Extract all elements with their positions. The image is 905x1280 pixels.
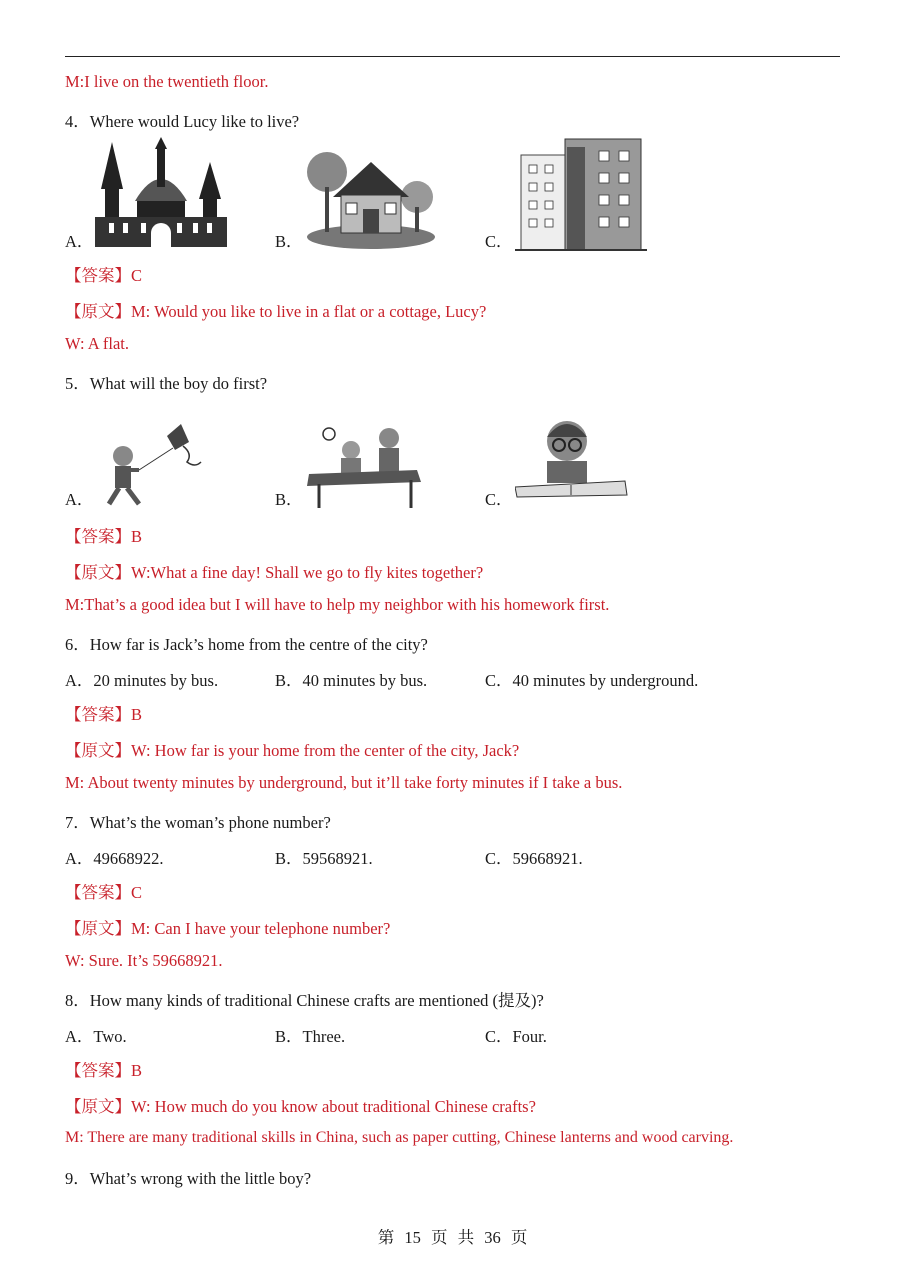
castle-icon — [95, 137, 227, 252]
answer-4: 【答案】C — [65, 266, 143, 285]
footer-text: 共 — [457, 1228, 475, 1247]
cottage-icon — [305, 137, 437, 252]
question-8: 8．How many kinds of traditional Chinese crafts are mentioned (提及)? — [65, 991, 544, 1010]
page-footer — [0, 1224, 905, 1248]
answer-5: 【答案】B — [65, 527, 143, 546]
q8-option-a[interactable]: A．Two. — [65, 1027, 127, 1046]
footer-text: 第 — [377, 1228, 395, 1247]
option-label: A． — [65, 232, 94, 251]
option-label: A． — [65, 490, 94, 509]
flat-building-icon — [515, 137, 647, 252]
current-page: 15 — [404, 1228, 421, 1247]
q8-option-b[interactable]: B．Three. — [275, 1027, 346, 1046]
q4-options — [65, 122, 845, 252]
answer-7: 【答案】C — [65, 883, 143, 902]
option-label: B． — [275, 232, 303, 251]
transcript-line: W: Sure. It’s 59668921. — [65, 951, 223, 970]
question-4: 4．Where would Lucy like to live? — [65, 112, 300, 131]
q6-option-b[interactable]: B．40 minutes by bus. — [275, 671, 428, 690]
question-9: 9．What’s wrong with the little boy? — [65, 1169, 312, 1188]
option-label: C． — [485, 490, 513, 509]
q7-option-c[interactable]: C．59668921. — [485, 849, 583, 868]
transcript-line: 【原文】M: Would you like to live in a flat or a cottage, Lucy? — [65, 302, 487, 321]
q6-option-c[interactable]: C．40 minutes by underground. — [485, 671, 699, 690]
transcript-line: W: A flat. — [65, 334, 130, 353]
footer-text: 页 — [510, 1228, 528, 1247]
transcript-line: 【原文】W: How far is your home from the center of the city, Jack? — [65, 741, 520, 760]
answer-8: 【答案】B — [65, 1061, 143, 1080]
option-label: B． — [275, 490, 303, 509]
q6-option-a[interactable]: A．20 minutes by bus. — [65, 671, 219, 690]
q5-options — [65, 380, 845, 510]
option-label: C． — [485, 232, 513, 251]
transcript-line: M: There are many traditional skills in China, such as paper cutting, Chinese lanterns and wood carving. — [65, 1129, 734, 1146]
total-pages: 36 — [484, 1228, 501, 1247]
boy-reading-icon — [515, 415, 635, 510]
transcript-line: M: About twenty minutes by underground, but it’ll take forty minutes if I take a bus. — [65, 773, 623, 792]
question-6: 6．How far is Jack’s home from the centre of the city? — [65, 635, 428, 654]
transcript-line: M:That’s a good idea but I will have to help my neighbor with his homework first. — [65, 595, 610, 614]
transcript-line: 【原文】W:What a fine day! Shall we go to fly kites together? — [65, 563, 484, 582]
question-7: 7．What’s the woman’s phone number? — [65, 813, 331, 832]
transcript-line: 【原文】W: How much do you know about traditional Chinese crafts? — [65, 1097, 536, 1116]
transcript-line: M:I live on the twentieth floor. — [65, 72, 269, 91]
q8-option-c[interactable]: C．Four. — [485, 1027, 547, 1046]
header-rule — [65, 56, 840, 57]
doing-homework-together-icon — [305, 420, 425, 510]
footer-text: 页 — [430, 1228, 448, 1247]
transcript-line: 【原文】M: Can I have your telephone number? — [65, 919, 391, 938]
answer-6: 【答案】B — [65, 705, 143, 724]
q7-option-a[interactable]: A．49668922. — [65, 849, 164, 868]
q7-option-b[interactable]: B．59568921. — [275, 849, 373, 868]
question-5: 5．What will the boy do first? — [65, 374, 268, 393]
boy-flying-kite-icon — [95, 420, 215, 510]
